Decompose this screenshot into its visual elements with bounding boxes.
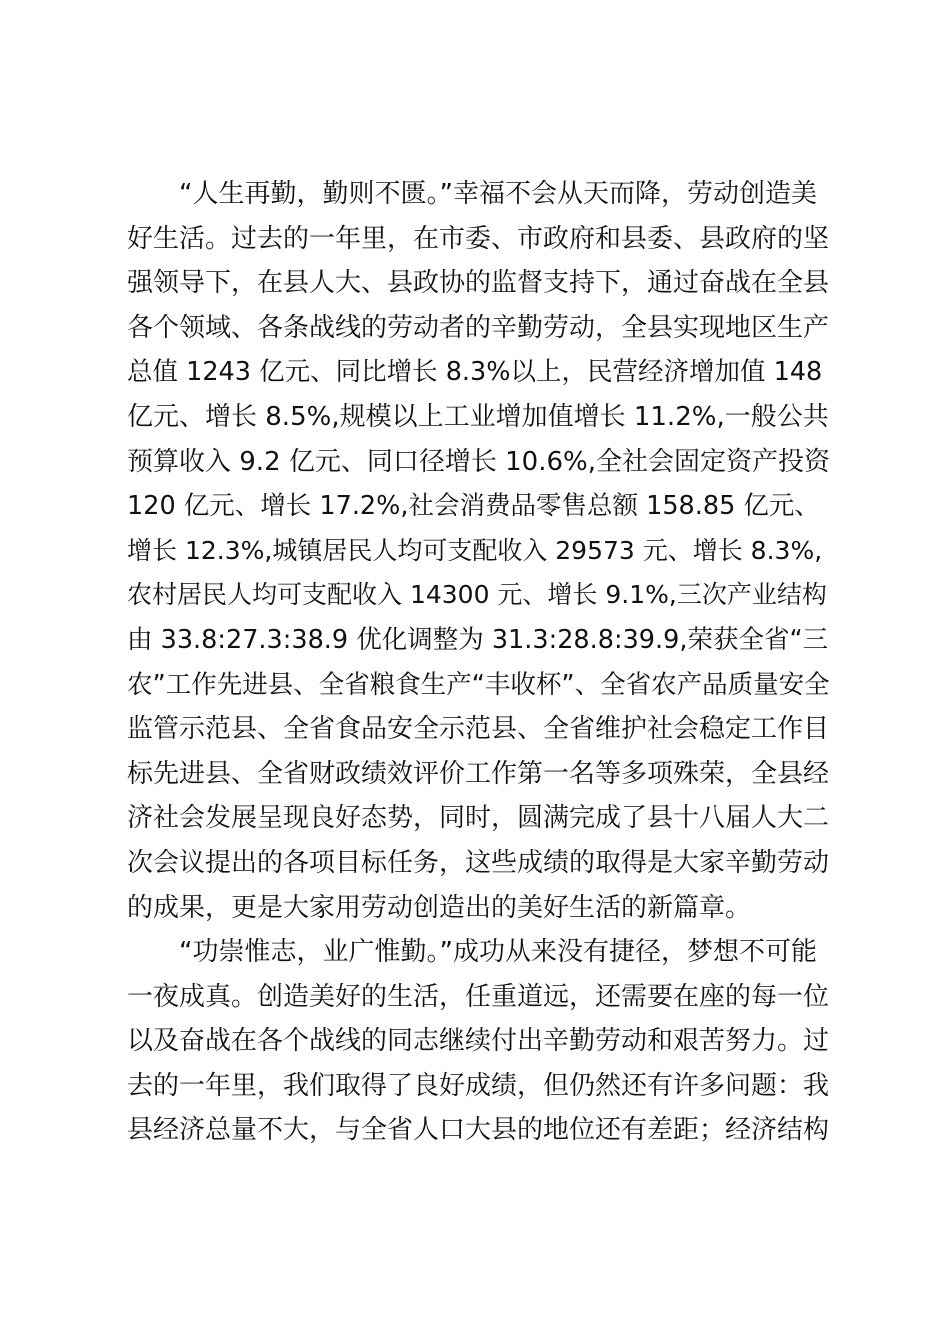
- text-line: 标先进县、全省财政绩效评价工作第一名等多项殊荣，全县经: [127, 758, 830, 789]
- text-line: 农”工作先进县、全省粮食生产“丰收杯”、全省农产品质量安全: [127, 669, 830, 700]
- text-line: 的成果，更是大家用劳动创造出的美好生活的新篇章。: [127, 892, 752, 923]
- text-line: 监管示范县、全省食品安全示范县、全省维护社会稳定工作目: [127, 714, 830, 745]
- text-line: 亿元、增长 8.5%,规模以上工业增加值增长 11.2%,一般公共: [127, 401, 829, 432]
- text-line: 由 33.8:27.3:38.9 优化调整为 31.3:28.8:39.9,荣获全省“三: [127, 624, 829, 655]
- text-line: 县经济总量不大，与全省人口大县的地位还有差距；经济结构: [127, 1115, 830, 1146]
- text-line: 济社会发展呈现良好态势，同时，圆满完成了县十八届人大二: [127, 803, 830, 834]
- text-line: 以及奋战在各个战线的同志继续付出辛勤劳动和艰苦努力。过: [127, 1026, 830, 1057]
- text-line: 次会议提出的各项目标任务，这些成绩的取得是大家辛勤劳动: [127, 847, 830, 878]
- text-line: 去的一年里，我们取得了良好成绩，但仍然还有许多问题：我: [127, 1070, 830, 1101]
- text-line: 一夜成真。创造美好的生活，任重道远，还需要在座的每一位: [127, 981, 830, 1012]
- paragraph-2: [127, 930, 833, 1153]
- text-line: 增长 12.3%,城镇居民人均可支配收入 29573 元、增长 8.3%,: [127, 535, 823, 565]
- text-line: 农村居民人均可支配收入 14300 元、增长 9.1%,三次产业结构: [127, 580, 827, 610]
- text-line: 总值 1243 亿元、同比增长 8.3%以上，民营经济增加值 148: [127, 357, 823, 388]
- text-line: 预算收入 9.2 亿元、同口径增长 10.6%,全社会固定资产投资: [127, 446, 831, 477]
- text-line: “功崇惟志，业广惟勤。”成功从来没有捷径，梦想不可能: [179, 937, 817, 968]
- text-line: 好生活。过去的一年里，在市委、市政府和县委、县政府的坚: [127, 223, 830, 254]
- text-line: 120 亿元、增长 17.2%,社会消费品零售总额 158.85 亿元、: [127, 491, 820, 522]
- text-line: 各个领域、各条战线的劳动者的辛勤劳动，全县实现地区生产: [127, 312, 830, 343]
- text-line: “人生再勤，勤则不匮。”幸福不会从天而降，劳动创造美: [179, 179, 817, 209]
- paragraph-1: [127, 172, 833, 930]
- body-text: [127, 172, 833, 1153]
- text-line: 强领导下，在县人大、县政协的监督支持下，通过奋战在全县: [127, 268, 830, 299]
